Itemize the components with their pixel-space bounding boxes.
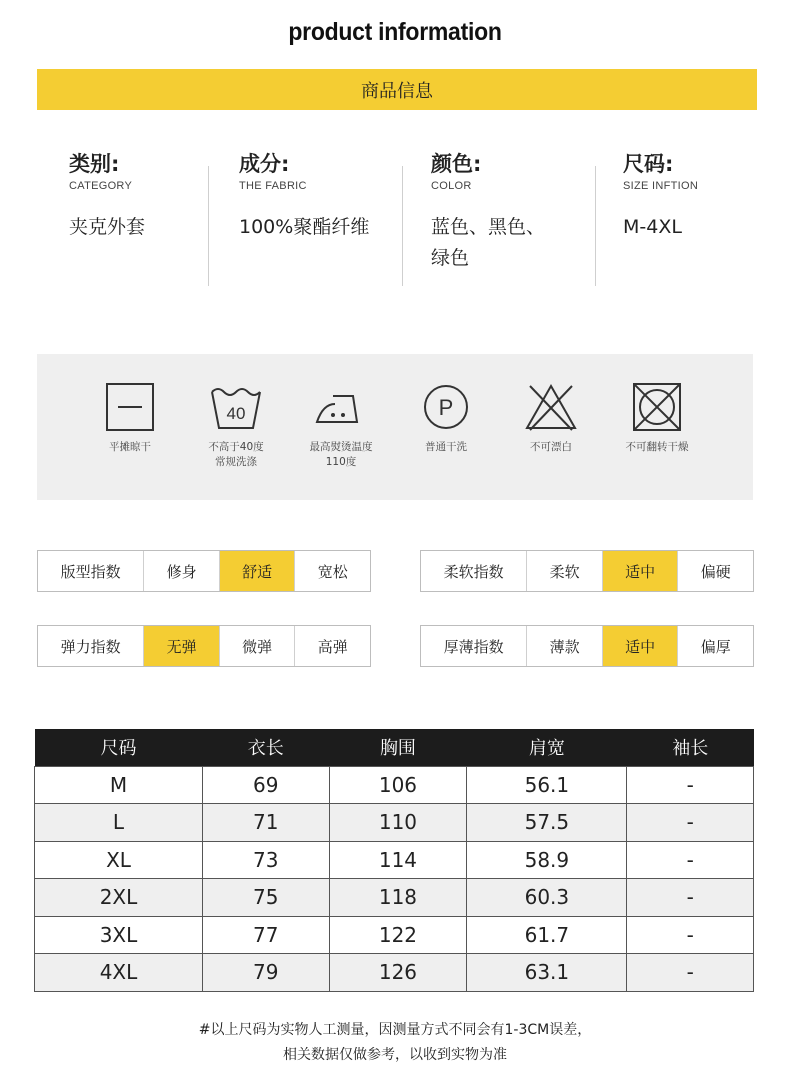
care-label: 不可漂白 bbox=[530, 441, 572, 453]
table-cell: - bbox=[627, 766, 754, 804]
info-label: 尺码: bbox=[623, 152, 674, 176]
wash-temp: 40 bbox=[226, 404, 246, 423]
index-option: 宽松 bbox=[294, 551, 370, 591]
care-label: 普通干洗 bbox=[425, 441, 467, 453]
divider bbox=[402, 166, 403, 286]
table-cell: - bbox=[627, 841, 754, 879]
table-cell: 3XL bbox=[35, 916, 203, 954]
dry-clean-p-icon bbox=[421, 382, 471, 432]
divider bbox=[208, 166, 209, 286]
table-cell: - bbox=[627, 916, 754, 954]
index-fit bbox=[37, 550, 371, 592]
index-name: 厚薄指数 bbox=[443, 637, 504, 656]
no-bleach-icon bbox=[524, 382, 578, 432]
care-item bbox=[391, 382, 501, 455]
table-header-row bbox=[35, 729, 754, 766]
care-item bbox=[286, 382, 396, 470]
info-value: M-4XL bbox=[623, 216, 682, 238]
table-cell: 71 bbox=[203, 804, 330, 842]
care-label: 不高于40度 常规洗涤 bbox=[208, 441, 264, 468]
index-elasticity bbox=[37, 625, 371, 667]
size-table bbox=[34, 729, 754, 992]
column-header: 衣长 bbox=[203, 729, 330, 766]
index-option: 适中 bbox=[602, 551, 678, 591]
table-row bbox=[35, 766, 754, 804]
table-cell: 110 bbox=[329, 804, 467, 842]
table-cell: 63.1 bbox=[467, 954, 627, 992]
table-cell: 60.3 bbox=[467, 879, 627, 917]
info-label-en: COLOR bbox=[431, 180, 472, 192]
index-option: 舒适 bbox=[219, 551, 295, 591]
note-line: #以上尺码为实物人工测量，因测量方式不同会有1-3CM误差， bbox=[198, 1022, 592, 1038]
index-option: 薄款 bbox=[526, 626, 602, 666]
info-size bbox=[623, 150, 763, 243]
table-row bbox=[35, 879, 754, 917]
index-name: 弹力指数 bbox=[60, 637, 121, 656]
table-cell: 73 bbox=[203, 841, 330, 879]
table-cell: 69 bbox=[203, 766, 330, 804]
info-fabric bbox=[239, 150, 379, 243]
care-item bbox=[181, 382, 291, 470]
info-label: 成分: bbox=[239, 152, 290, 176]
index-option: 微弹 bbox=[219, 626, 295, 666]
table-cell: - bbox=[627, 804, 754, 842]
index-option: 柔软 bbox=[526, 551, 602, 591]
info-label-en: THE FABRIC bbox=[239, 180, 307, 192]
column-header: 尺码 bbox=[35, 729, 203, 766]
note-line: 相关数据仅做参考，以收到实物为准 bbox=[283, 1047, 507, 1063]
table-row bbox=[35, 954, 754, 992]
index-option: 高弹 bbox=[294, 626, 370, 666]
index-name: 版型指数 bbox=[60, 562, 121, 581]
divider bbox=[595, 166, 596, 286]
care-item bbox=[496, 382, 606, 455]
table-cell: 114 bbox=[329, 841, 467, 879]
index-softness bbox=[420, 550, 754, 592]
column-header: 胸围 bbox=[329, 729, 467, 766]
measurement-note bbox=[0, 1018, 790, 1068]
table-cell: M bbox=[35, 766, 203, 804]
table-cell: 77 bbox=[203, 916, 330, 954]
table-cell: 4XL bbox=[35, 954, 203, 992]
product-info bbox=[0, 150, 790, 290]
table-cell: 118 bbox=[329, 879, 467, 917]
table-cell: 58.9 bbox=[467, 841, 627, 879]
wash-40-icon bbox=[209, 382, 263, 432]
column-header: 肩宽 bbox=[467, 729, 627, 766]
info-color bbox=[431, 150, 555, 274]
page-title: product information bbox=[288, 18, 502, 46]
care-item bbox=[602, 382, 712, 455]
table-row bbox=[35, 841, 754, 879]
table-cell: 106 bbox=[329, 766, 467, 804]
care-label: 不可翻转干燥 bbox=[625, 441, 689, 453]
info-label: 颜色: bbox=[431, 152, 482, 176]
index-option: 修身 bbox=[143, 551, 219, 591]
dry-clean-letter: P bbox=[438, 395, 454, 420]
section-banner: 商品信息 bbox=[37, 69, 757, 110]
table-cell: L bbox=[35, 804, 203, 842]
info-label-en: CATEGORY bbox=[69, 180, 133, 192]
no-tumble-dry-icon bbox=[631, 382, 683, 432]
index-name: 柔软指数 bbox=[443, 562, 504, 581]
table-row bbox=[35, 916, 754, 954]
index-option: 适中 bbox=[602, 626, 678, 666]
table-row bbox=[35, 804, 754, 842]
info-category bbox=[69, 150, 209, 243]
table-cell: 56.1 bbox=[467, 766, 627, 804]
care-label: 平摊晾干 bbox=[109, 441, 151, 453]
table-cell: 2XL bbox=[35, 879, 203, 917]
table-cell: - bbox=[627, 954, 754, 992]
info-value: 蓝色、黑色、绿色 bbox=[431, 216, 546, 269]
index-option: 偏硬 bbox=[677, 551, 753, 591]
table-cell: 57.5 bbox=[467, 804, 627, 842]
table-cell: XL bbox=[35, 841, 203, 879]
index-option: 偏厚 bbox=[677, 626, 753, 666]
care-label: 最高熨烫温度 110度 bbox=[309, 441, 373, 468]
table-cell: 122 bbox=[329, 916, 467, 954]
info-label-en: SIZE INFTION bbox=[623, 180, 699, 192]
column-header: 袖长 bbox=[627, 729, 754, 766]
table-cell: 126 bbox=[329, 954, 467, 992]
care-instructions bbox=[37, 354, 753, 500]
index-option: 无弹 bbox=[143, 626, 219, 666]
info-value: 夹克外套 bbox=[69, 216, 146, 238]
table-cell: - bbox=[627, 879, 754, 917]
table-cell: 79 bbox=[203, 954, 330, 992]
table-cell: 61.7 bbox=[467, 916, 627, 954]
table-cell: 75 bbox=[203, 879, 330, 917]
flat-dry-icon bbox=[105, 382, 155, 432]
index-thickness bbox=[420, 625, 754, 667]
info-label: 类别: bbox=[69, 152, 120, 176]
care-item bbox=[75, 382, 185, 455]
info-value: 100%聚酯纤维 bbox=[239, 216, 370, 238]
iron-icon bbox=[313, 382, 369, 432]
